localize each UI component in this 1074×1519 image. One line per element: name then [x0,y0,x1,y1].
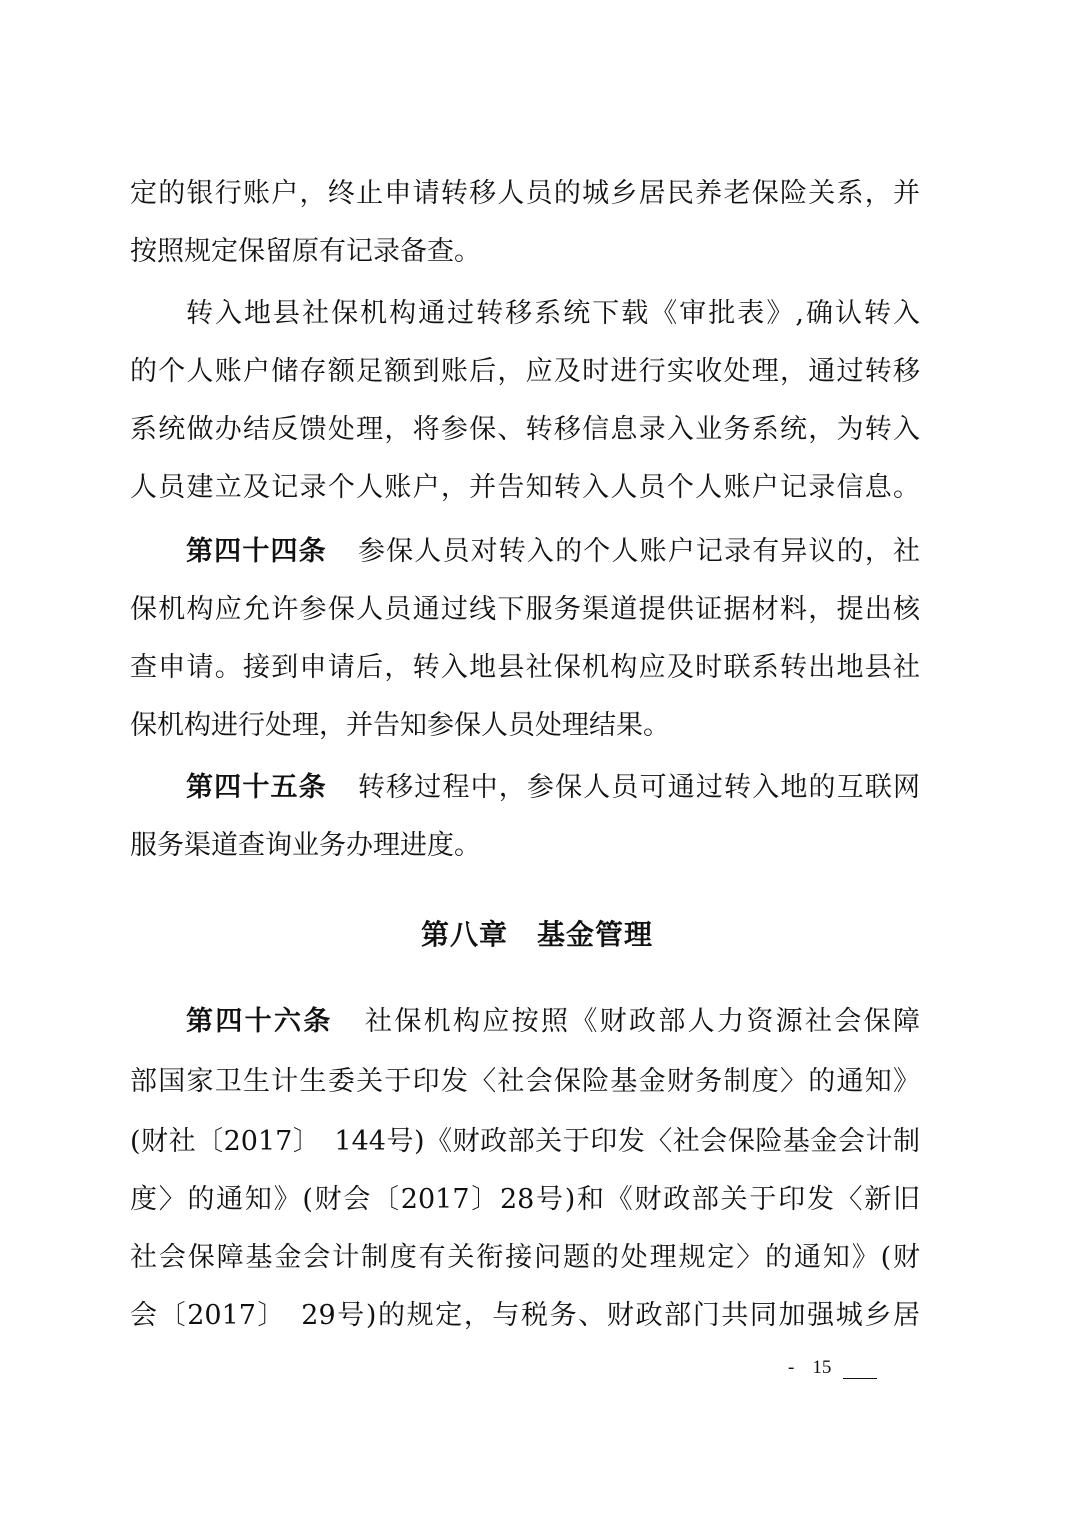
paragraph-text: 转移过程中，参保人员可通过转入地的互联网 [356,772,921,803]
paragraph-line: 服务渠道查询业务办理进度。 [130,830,481,861]
paragraph-line: 部国家卫生计生委关于印发〈社会保险基金财务制度〉的通知》 [130,1066,920,1097]
footer-rule [843,1378,877,1379]
paragraph-line: 保机构应允许参保人员通过线下服务渠道提供证据材料，提出核 [130,594,920,625]
article-45-heading: 第四十五条 [186,772,327,803]
paragraph-text: 社保机构应按照《财政部人力资源社会保障 [362,1006,921,1037]
paragraph-line: 按照规定保留原有记录备查。 [130,236,481,267]
article-44-heading: 第四十四条 [186,536,327,567]
footer-dash: - [788,1357,795,1378]
paragraph-line: 人员建立及记录个人账户，并告知转入人员个人账户记录信息。 [130,472,920,503]
paragraph-line: 度〉的通知》(财会〔2017〕28号)和《财政部关于印发〈新旧 [130,1184,920,1215]
chapter-heading: 第八章 基金管理 [420,918,653,951]
article-45-first-line [186,770,920,806]
paragraph-line: 保机构进行处理，并告知参保人员处理结果。 [130,710,670,741]
paragraph-line: 系统做办结反馈处理，将参保、转移信息录入业务系统，为转入 [130,414,920,445]
article-46-heading: 第四十六条 [186,1006,333,1037]
paragraph-line: 查申请。接到申请后，转入地县社保机构应及时联系转出地县社 [130,652,920,683]
article-44-first-line [186,534,920,570]
article-46-first-line [186,1004,920,1040]
paragraph-line: 定的银行账户，终止申请转移人员的城乡居民养老保险关系，并 [130,178,920,209]
paragraph-line: 的个人账户储存额足额到账后，应及时进行实收处理，通过转移 [130,356,920,387]
paragraph-line: 会〔2017〕 29号)的规定，与税务、财政部门共同加强城乡居 [130,1300,920,1331]
paragraph-line: 转入地县社保机构通过转移系统下载《审批表》,确认转入 [186,298,920,329]
paragraph-line: (财社〔2017〕 144号)《财政部关于印发〈社会保险基金会计制 [130,1126,920,1157]
page-number: 15 [812,1357,832,1378]
page-footer [788,1356,877,1380]
paragraph-line: 社会保障基金会计制度有关衔接问题的处理规定〉的通知》(财 [130,1242,920,1273]
paragraph-text: 参保人员对转入的个人账户记录有异议的，社 [356,536,921,567]
